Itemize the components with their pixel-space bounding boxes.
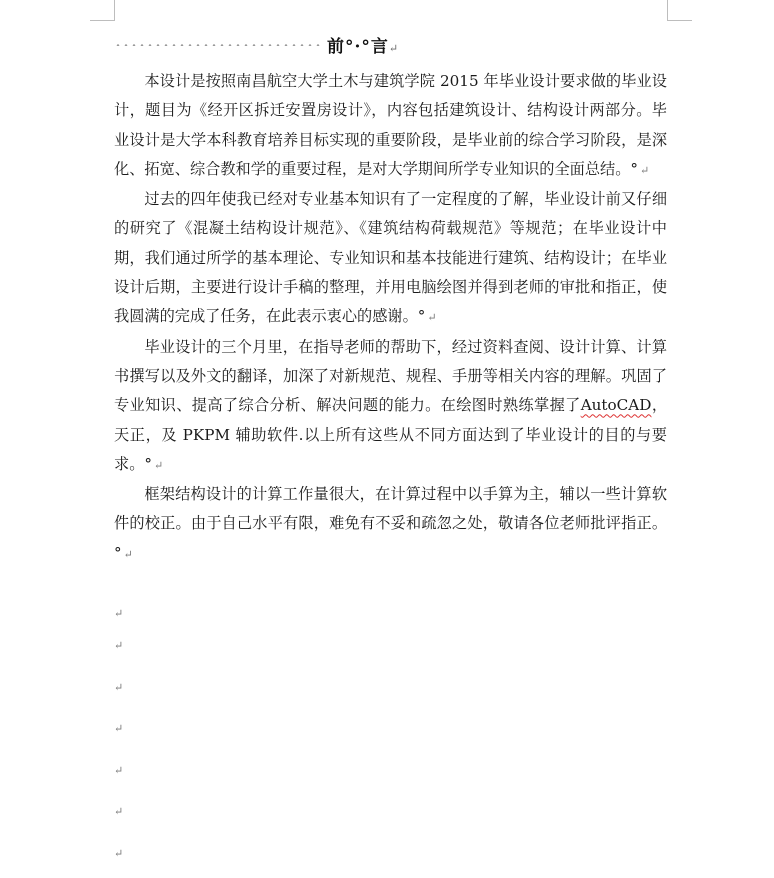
crop-mark-left-vertical — [114, 0, 115, 20]
paragraph-2[interactable] — [114, 185, 667, 332]
paragraph-text: 本设计是按照南昌航空大学土木与建筑学院 2015 年毕业设计要求做的毕业设计，题目为《经开区拆迁安置房设计》，内容包括建筑设计、结构设计两部分。毕业设计是大学本科教育培养目标实现的重要阶段，是毕业前的综合学习阶段，是深化、拓宽、综合教和学的重要过程，是对大学期间所学专业知识的全面总结。° — [114, 72, 667, 178]
paragraph-text: 毕业设计的三个月里，在指导老师的帮助下，经过资料查阅、设计计算、计算书撰写以及外文的翻译，加深了对新规范、规程、手册等相关内容的理解。巩固了专业知识、提高了综合分析、解决问题的能力。在绘图时熟练掌握了 — [114, 337, 667, 415]
paragraph-text: 框架结构设计的计算工作量很大，在计算过程中以手算为主，辅以一些计算软件的校正。由于自己水平有限，难免有不妥和疏忽之处，敬请各位老师批评指正。° — [114, 485, 667, 562]
page-title[interactable] — [327, 32, 399, 57]
tab-leader-dots — [114, 44, 322, 46]
spellcheck-flagged-word[interactable]: AutoCAD — [580, 396, 652, 415]
paragraph-4[interactable] — [114, 480, 667, 569]
paragraph-text: ，天正，及 PKPM 辅助软件.以上所有这些从不同方面达到了毕业设计的目的与要求。° — [114, 396, 668, 473]
paragraph-mark-icon: ↵ — [427, 311, 437, 325]
empty-paragraph-mark-icon: ↵ — [114, 607, 124, 620]
paragraph-1[interactable] — [114, 67, 667, 185]
empty-paragraph-mark-icon: ↵ — [114, 847, 124, 860]
paragraph-mark-icon: ↵ — [388, 41, 400, 55]
paragraph-text: 过去的四年使我已经对专业基本知识有了一定程度的了解，毕业设计前又仔细的研究了《混凝土结构设计规范》、《建筑结构荷载规范》等规范；在毕业设计中期，我们通过所学的基本理论、专业知识和基本技能进行建筑、结构设计；在毕业设计后期，主要进行设计手稿的整理，并用电脑绘图并得到老师的审批和指正，使我圆满的完成了任务，在此表示衷心的感谢。° — [114, 190, 667, 326]
page-title-text: 前°·°言 — [327, 36, 389, 57]
empty-paragraph-mark-icon: ↵ — [114, 805, 124, 818]
empty-paragraph-mark-icon: ↵ — [114, 639, 124, 652]
empty-paragraph-mark-icon: ↵ — [114, 681, 124, 694]
crop-mark-right-horizontal — [667, 20, 692, 21]
crop-mark-right-vertical — [667, 0, 668, 20]
document-body[interactable] — [114, 67, 667, 569]
empty-paragraph-mark-icon: ↵ — [114, 722, 124, 735]
empty-paragraph-mark-icon: ↵ — [114, 764, 124, 777]
paragraph-mark-icon: ↵ — [153, 458, 164, 472]
paragraph-mark-icon: ↵ — [639, 163, 650, 177]
heading-row — [114, 30, 674, 58]
paragraph-mark-icon: ↵ — [123, 547, 133, 561]
paragraph-3[interactable] — [114, 333, 667, 480]
crop-mark-left-horizontal — [90, 20, 115, 21]
